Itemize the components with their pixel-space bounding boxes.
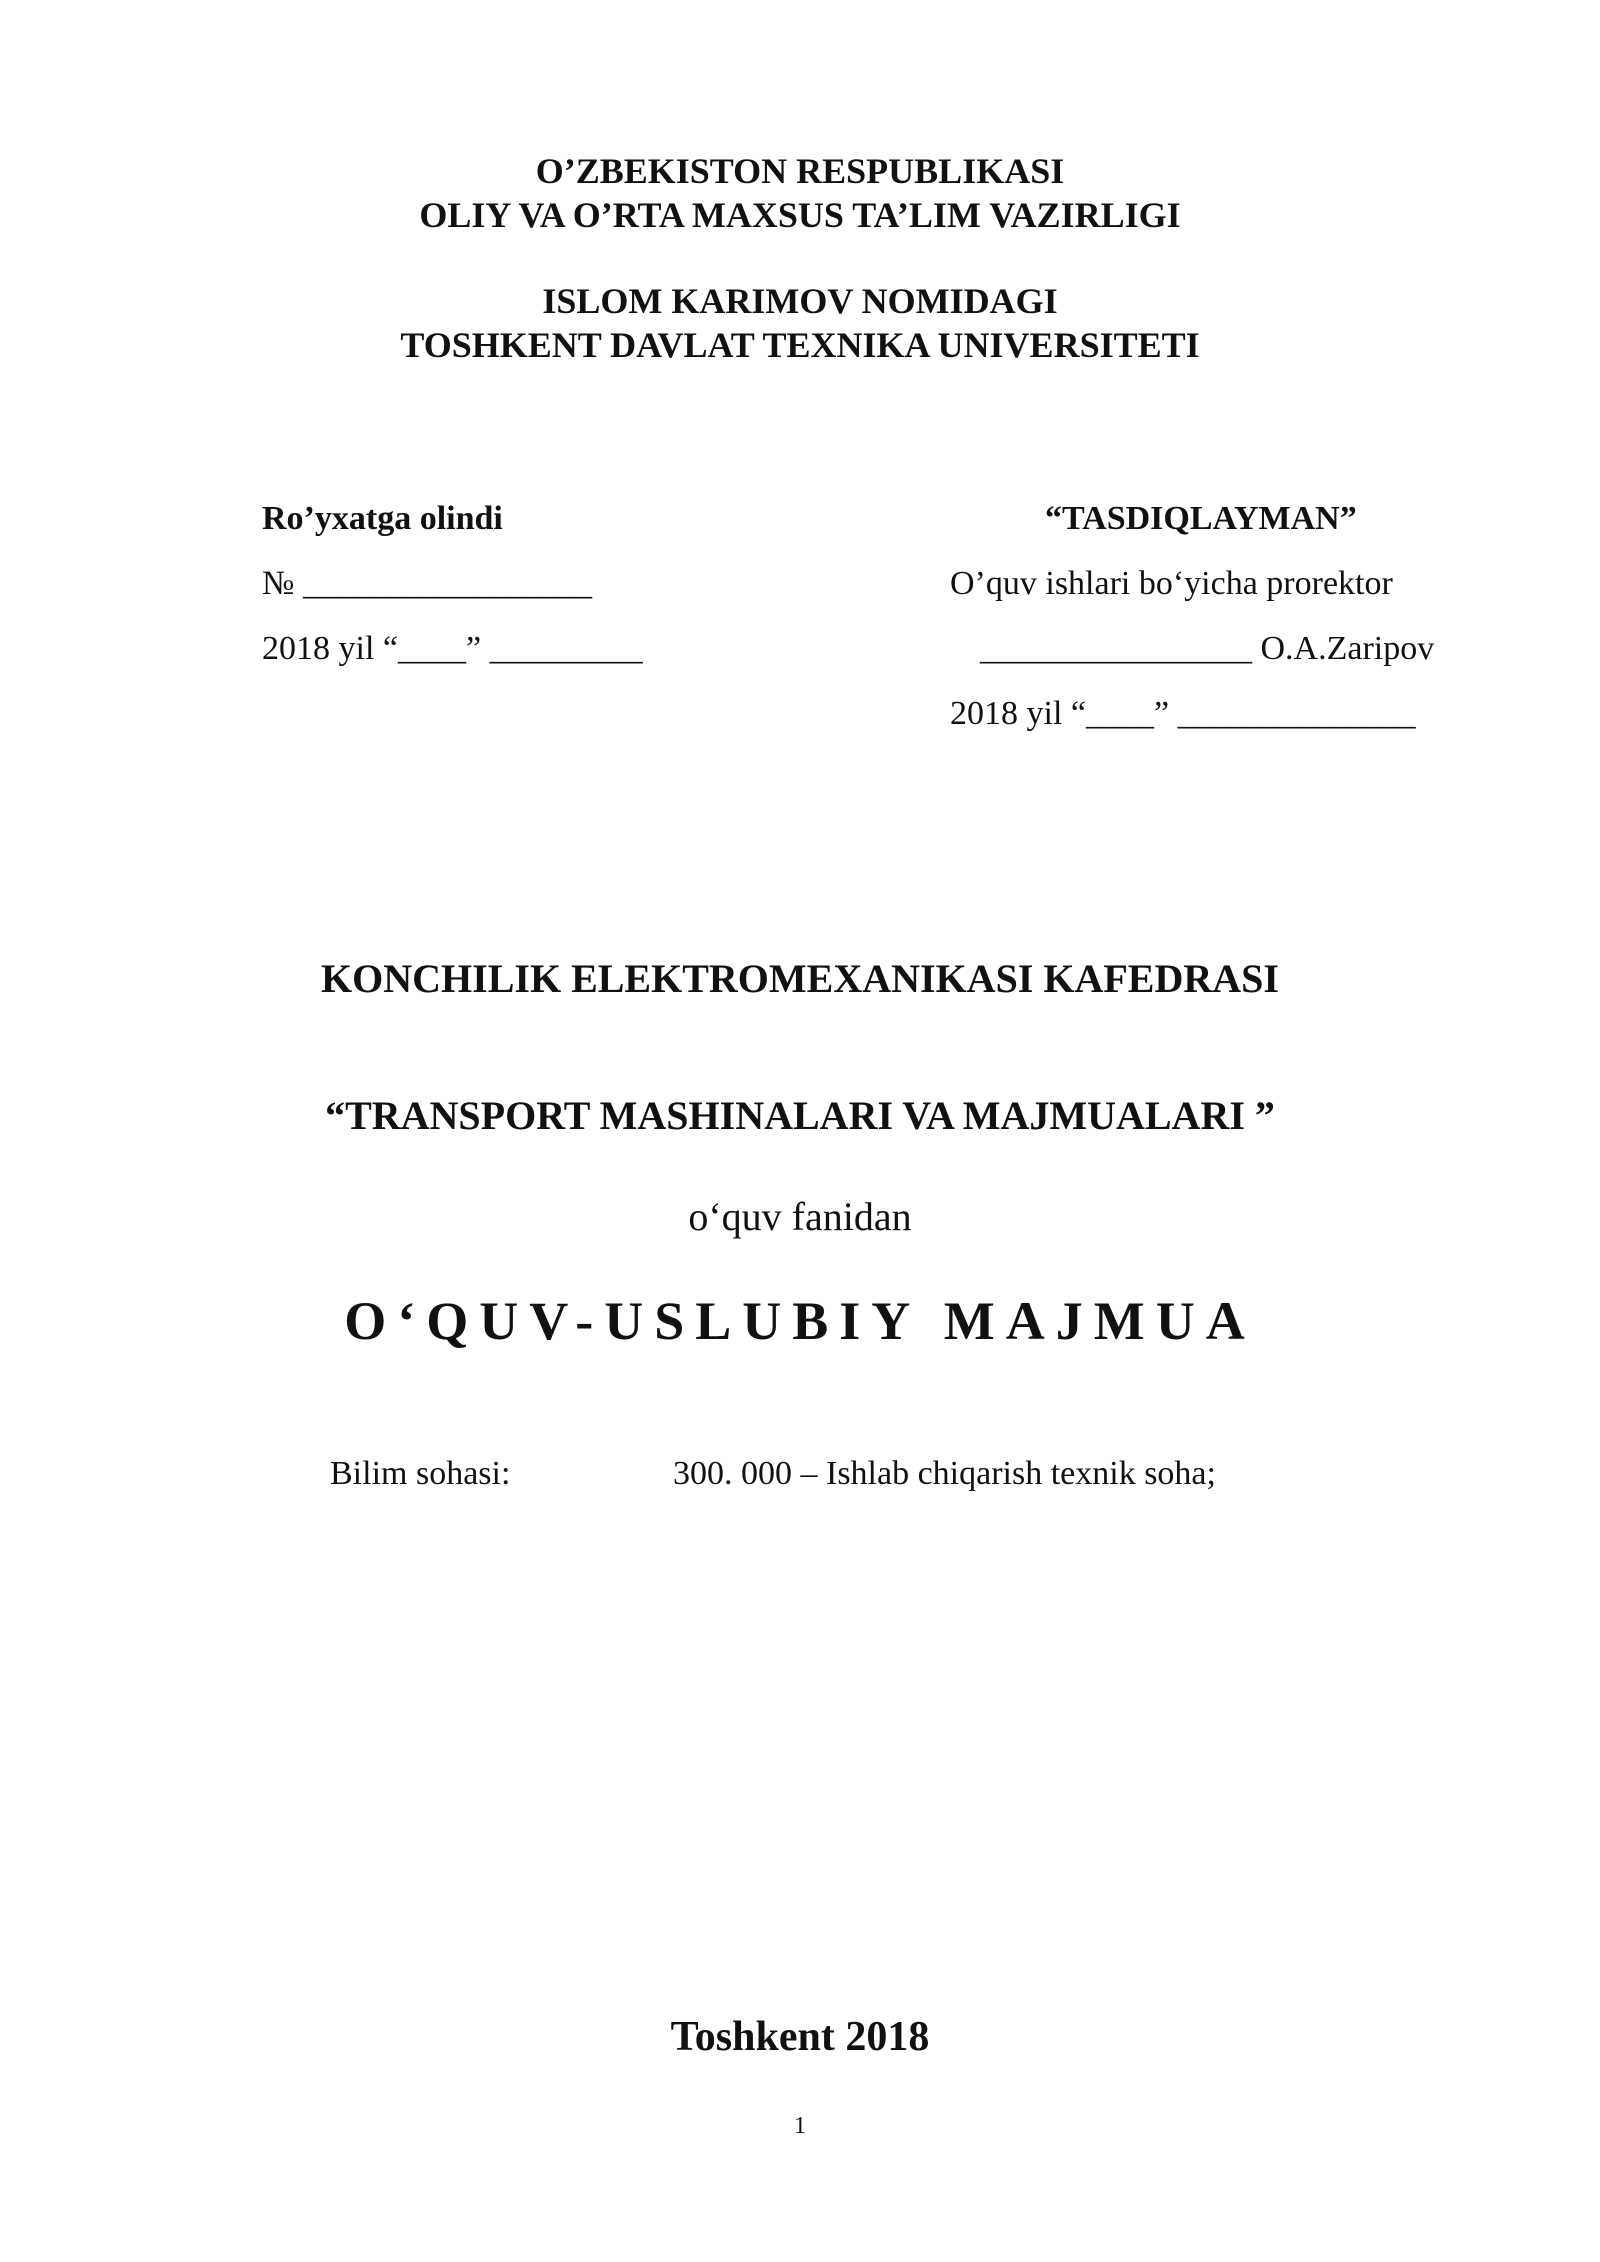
approval-title: “TASDIQLAYMAN” bbox=[1045, 500, 1357, 537]
header-university-line2: TOSHKENT DAVLAT TEXNIKA UNIVERSITETI bbox=[400, 325, 1200, 365]
footer-city-year: Toshkent 2018 bbox=[670, 2014, 930, 2060]
course-subtitle: o‘quv fanidan bbox=[688, 1194, 912, 1239]
approval-position: O’quv ishlari bo‘yicha prorektor bbox=[950, 565, 1393, 602]
approval-signature: ________________ O.A.Zaripov bbox=[980, 630, 1435, 667]
header-ministry: OLIY VA O’RTA MAXSUS TA’LIM VAZIRLIGI bbox=[419, 195, 1181, 235]
registration-date: 2018 yil “____” _________ bbox=[262, 630, 643, 667]
page-number: 1 bbox=[794, 2113, 806, 2139]
course-title: “TRANSPORT MASHINALARI VA MAJMUALARI ” bbox=[325, 1093, 1275, 1138]
department-name: KONCHILIK ELEKTROMEXANIKASI KAFEDRASI bbox=[321, 956, 1279, 1001]
detail-label-bilim: Bilim sohasi: bbox=[330, 1455, 511, 1492]
approval-date: 2018 yil “____” ______________ bbox=[950, 695, 1416, 732]
registration-number: № _________________ bbox=[262, 565, 592, 602]
document-type-title: O‘QUV-USLUBIY MAJMUA bbox=[344, 1291, 1256, 1351]
detail-value-bilim: 300. 000 – Ishlab chiqarish texnik soha; bbox=[673, 1455, 1216, 1492]
header-republic: O’ZBEKISTON RESPUBLIKASI bbox=[535, 151, 1065, 191]
registration-title: Ro’yxatga olindi bbox=[262, 500, 503, 537]
header-university-line1: ISLOM KARIMOV NOMIDAGI bbox=[542, 281, 1058, 321]
